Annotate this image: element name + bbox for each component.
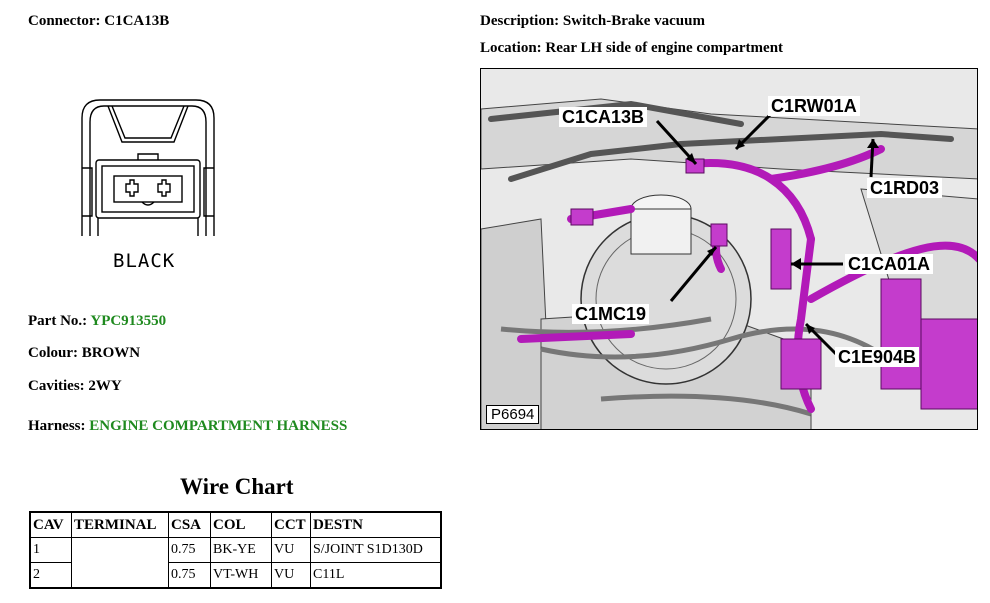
cell-terminal: [72, 538, 169, 589]
callout-c1mc19: C1MC19: [572, 304, 649, 324]
callout-c1rw01a: C1RW01A: [768, 96, 860, 116]
harness-line: [28, 418, 347, 435]
location-line: [480, 40, 783, 57]
engine-compartment-illustration: [480, 68, 978, 430]
connector-color-label: BLACK: [113, 250, 176, 272]
connector-face-drawing: [78, 98, 218, 238]
connector-label: Connector:: [28, 13, 101, 29]
engine-illustration-drawing: [481, 69, 978, 430]
colour-label: Colour:: [28, 345, 78, 361]
cell-destn: C11L: [311, 563, 442, 589]
callout-c1ca01a: C1CA01A: [845, 254, 933, 274]
callout-c1rd03: C1RD03: [867, 178, 942, 198]
location-value: Rear LH side of engine compartment: [545, 40, 784, 56]
callout-c1ca13b: C1CA13B: [559, 107, 647, 127]
table-row: [30, 538, 441, 563]
cell-csa: 0.75: [169, 538, 211, 563]
description-label: Description:: [480, 13, 560, 29]
cell-col: VT-WH: [211, 563, 272, 589]
colour-value: BROWN: [81, 345, 141, 361]
header-cav: CAV: [30, 512, 72, 538]
part-number-label: Part No.:: [28, 313, 88, 329]
harness-label: Harness:: [28, 418, 86, 434]
cell-cct: VU: [272, 563, 311, 589]
header-terminal: TERMINAL: [72, 512, 169, 538]
wire-chart-table: [29, 511, 442, 589]
callout-c1e904b: C1E904B: [835, 347, 919, 367]
cavities-label: Cavities:: [28, 378, 85, 394]
figure-id: P6694: [486, 405, 539, 424]
cell-destn: S/JOINT S1D130D: [311, 538, 442, 563]
part-number-value: YPC913550: [90, 313, 167, 329]
header-csa: CSA: [169, 512, 211, 538]
harness-value: ENGINE COMPARTMENT HARNESS: [89, 418, 348, 434]
connector-value: C1CA13B: [104, 13, 170, 29]
cell-cct: VU: [272, 538, 311, 563]
part-number-line: [28, 313, 166, 330]
cell-csa: 0.75: [169, 563, 211, 589]
cavities-value: 2WY: [88, 378, 122, 394]
cavities-line: [28, 378, 122, 395]
table-header-row: [30, 512, 441, 538]
cell-cav: 2: [30, 563, 72, 589]
header-destn: DESTN: [311, 512, 442, 538]
cell-cav: 1: [30, 538, 72, 563]
header-cct: CCT: [272, 512, 311, 538]
description-value: Switch-Brake vacuum: [562, 13, 705, 29]
location-label: Location:: [480, 40, 542, 56]
cell-col: BK-YE: [211, 538, 272, 563]
wire-chart-title: Wire Chart: [180, 474, 294, 499]
header-col: COL: [211, 512, 272, 538]
connector-line: [28, 13, 169, 30]
colour-line: [28, 345, 140, 362]
description-line: [480, 13, 705, 30]
